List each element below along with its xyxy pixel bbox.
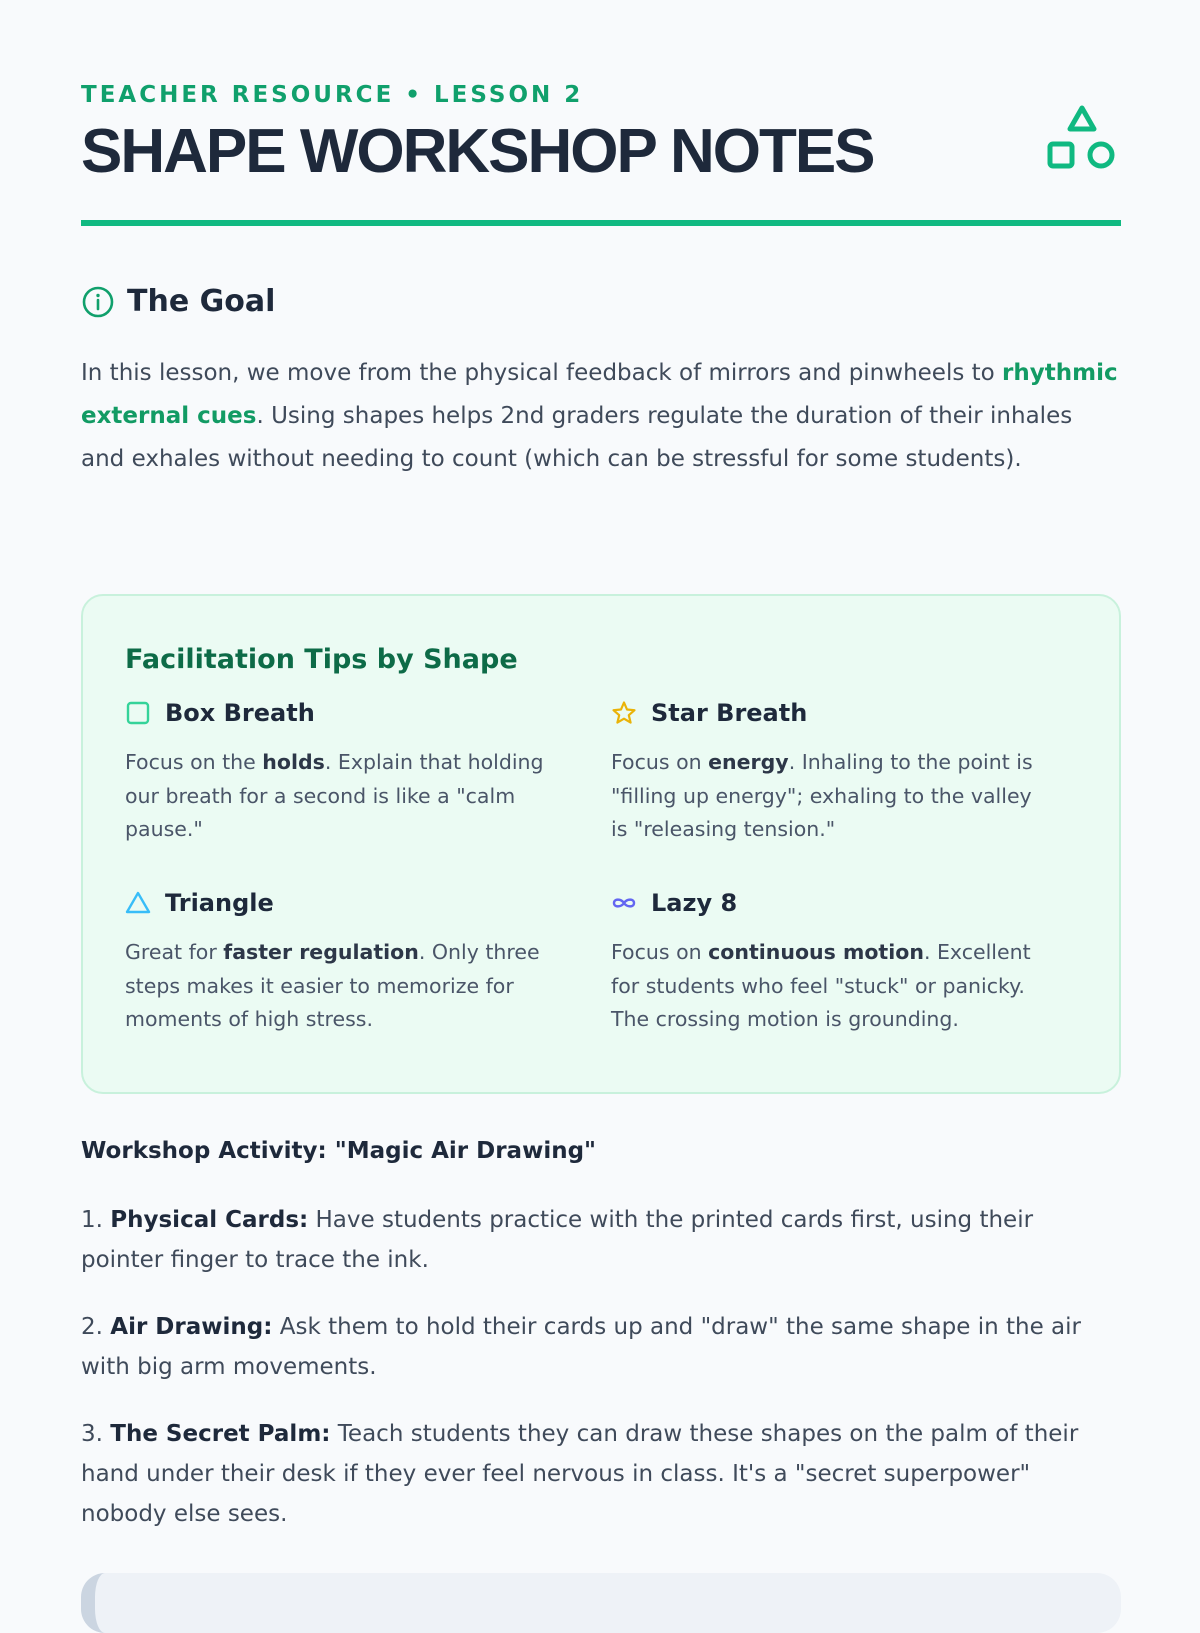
tip-lazy-8 [611, 888, 1051, 1037]
header-divider [81, 220, 1121, 226]
tip-text: Focus on energy. Inhaling to the point is "filling up energy"; exhaling to the valley is "releasing tension." [611, 750, 1033, 841]
tip-text: Focus on continuous motion. Excellent for students who feel "stuck" or panicky. The crossing motion is grounding. [611, 940, 1031, 1031]
star-icon [611, 700, 637, 726]
triangle-icon [125, 890, 151, 916]
goal-text-start: In this lesson, we move from the physical feedback of mirrors and pinwheels to [81, 360, 1003, 386]
tips-heading: Facilitation Tips by Shape [125, 644, 518, 675]
page-title: SHAPE WORKSHOP NOTES [81, 117, 874, 186]
activity-step: 3. The Secret Palm: Teach students they can draw these shapes on the palm of their hand under their desk if they ever feel nervous in class. It's a "secret superpower" nobody else sees. [81, 1421, 1079, 1527]
shapes-logo-icon [1045, 102, 1119, 176]
square-icon [125, 700, 151, 726]
tip-triangle [125, 888, 565, 1037]
tip-text: Focus on the holds. Explain that holding our breath for a second is like a "calm pause." [125, 750, 544, 841]
tip-name: Box Breath [165, 699, 315, 727]
tip-star-breath [611, 698, 1051, 847]
facilitation-tips-card [81, 594, 1121, 1094]
goal-highlight: rhythmic external cues [81, 360, 1118, 429]
tip-name: Lazy 8 [651, 889, 738, 917]
tip-text: Great for faster regulation. Only three steps makes it easier to memorize for moments of high stress. [125, 940, 540, 1031]
goal-heading [81, 284, 275, 319]
tip-name: Star Breath [651, 699, 808, 727]
tip-name: Triangle [165, 889, 274, 917]
activity-step: 2. Air Drawing: Ask them to hold their cards up and "draw" the same shape in the air with big arm movements. [81, 1314, 1081, 1380]
goal-heading-text: The Goal [127, 284, 276, 319]
infinity-icon [611, 890, 637, 916]
eyebrow-label: TEACHER RESOURCE • LESSON 2 [81, 82, 584, 108]
tip-box-breath [125, 698, 565, 847]
activity-step: 1. Physical Cards: Have students practice with the printed cards first, using their pointer finger to trace the ink. [81, 1207, 1034, 1273]
goal-paragraph [81, 352, 1121, 481]
callout-box [81, 1573, 1121, 1633]
goal-text-end: . Using shapes helps 2nd graders regulate the duration of their inhales and exhales without needing to count (which can be stressful for some students). [81, 403, 1073, 472]
info-circle-icon [81, 285, 115, 319]
activity-title: Workshop Activity: "Magic Air Drawing" [81, 1138, 597, 1164]
